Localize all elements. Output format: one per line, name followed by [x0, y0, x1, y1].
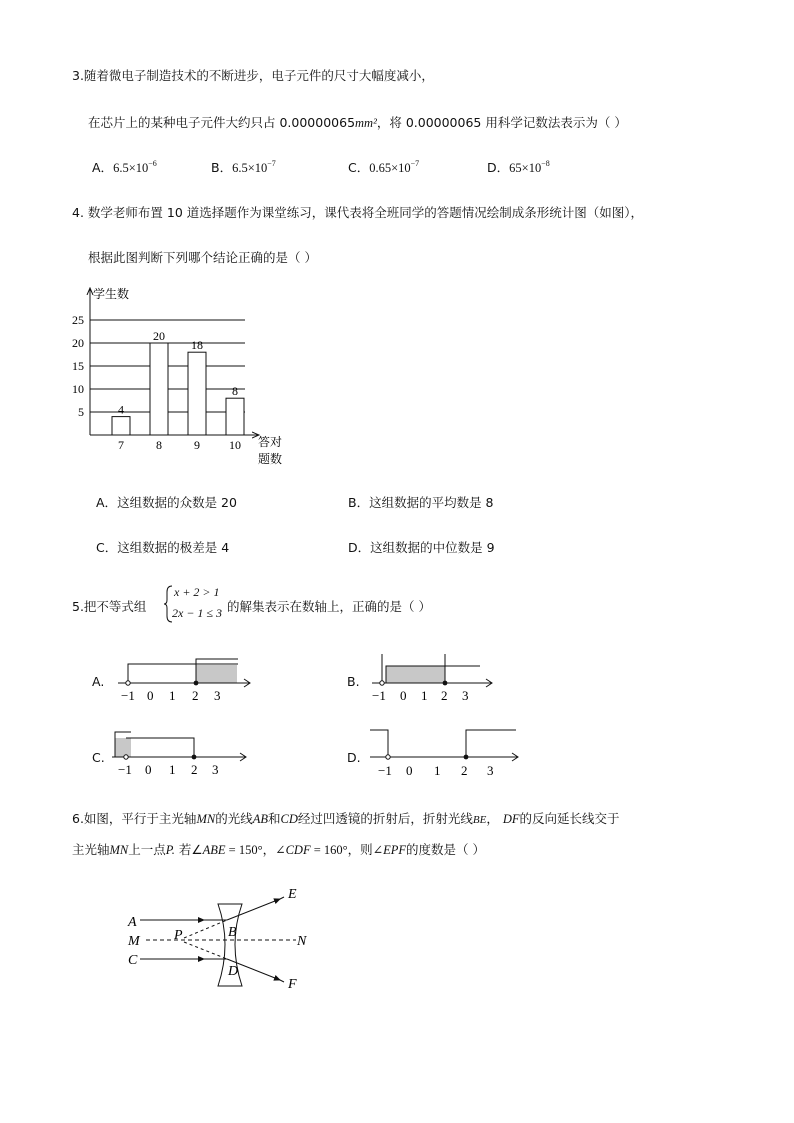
- x-tick-label: 7: [118, 438, 124, 452]
- svg-text:2: 2: [441, 688, 448, 703]
- data-label: 20: [153, 329, 165, 343]
- extension-be: [184, 920, 227, 938]
- q4-option-b[interactable]: B．这组数据的平均数是 8: [348, 495, 494, 510]
- svg-text:1: 1: [421, 688, 428, 703]
- svg-text:−1: −1: [121, 688, 135, 703]
- bracket-right: [466, 730, 516, 757]
- label-a: A: [128, 915, 137, 930]
- svg-text:0: 0: [406, 763, 413, 778]
- svg-text:3: 3: [487, 763, 494, 778]
- label-c: C: [128, 953, 138, 968]
- q4-number: 4.: [72, 205, 84, 220]
- label-f: F: [288, 977, 297, 992]
- svg-text:2: 2: [192, 688, 199, 703]
- open-point: [126, 681, 130, 685]
- svg-text:2: 2: [191, 762, 198, 777]
- q4-line2: 根据此图判断下列哪个结论正确的是（ ）: [88, 250, 317, 265]
- data-label: 8: [232, 384, 238, 399]
- y-tick-label: 20: [72, 336, 84, 350]
- q5-option-d-label[interactable]: D.: [347, 750, 361, 765]
- y-axis-label: 学生数: [93, 287, 130, 301]
- label-n: N: [297, 934, 307, 949]
- svg-text:3: 3: [212, 762, 219, 777]
- x-tick-label: 10: [229, 438, 241, 452]
- q5-option-b-label[interactable]: B.: [347, 674, 360, 689]
- q5-numberline-d[interactable]: [366, 726, 526, 780]
- bar-8: [150, 343, 168, 435]
- svg-text:0: 0: [147, 688, 154, 703]
- bar-10: [226, 398, 244, 435]
- label-m: M: [128, 934, 140, 949]
- q5-line: 5.把不等式组: [72, 599, 147, 614]
- bracket-left: [370, 730, 388, 757]
- svg-text:2: 2: [461, 763, 468, 778]
- shaded-region: [196, 665, 237, 683]
- label-d: D: [228, 964, 239, 979]
- x-axis-label-2: 题数: [258, 452, 283, 466]
- svg-text:3: 3: [214, 688, 221, 703]
- lens-diagram: [124, 882, 324, 1002]
- label-e: E: [288, 887, 297, 902]
- shaded-region: [386, 666, 445, 683]
- q4-option-a[interactable]: A．这组数据的众数是 20: [96, 495, 237, 510]
- svg-text:−1: −1: [378, 763, 392, 778]
- y-tick-label: 25: [72, 313, 84, 327]
- y-tick-label: 5: [78, 405, 84, 419]
- q5-numberline-b[interactable]: [364, 654, 524, 704]
- svg-text:1: 1: [434, 763, 441, 778]
- label-b: B: [228, 925, 237, 940]
- q3-option-a[interactable]: A．$6.5\times 10^{-6}$: [92, 159, 157, 175]
- closed-point: [464, 755, 469, 760]
- q3-option-b[interactable]: B．$6.5\times 10^{-7}$: [211, 159, 276, 175]
- q5-inequality-1: x + 2 > 1: [174, 585, 220, 599]
- svg-text:−1: −1: [118, 762, 132, 777]
- svg-text:0: 0: [400, 688, 407, 703]
- q5-option-a-label[interactable]: A.: [92, 674, 105, 689]
- q3-line1: 3.随着微电子制造技术的不断进步，电子元件的尺寸大幅度减小，: [72, 68, 434, 83]
- q6-line2: 主光轴MN上一点P. 若∠ABE = 150°，∠CDF = 160°，则∠EPF的度数是（ ）: [72, 842, 486, 857]
- bar-7: [112, 417, 130, 435]
- x-tick-label: 9: [194, 438, 200, 452]
- bar-9: [188, 352, 206, 435]
- q5-inequality-2: 2x − 1 ≤ 3: [172, 606, 223, 620]
- q4-option-c[interactable]: C．这组数据的极差是 4: [96, 540, 230, 555]
- q4-line1: 4. 数学老师布置 10 道选择题作为课堂练习，课代表将全班同学的答题情况绘制成条形统计图（如图），: [72, 205, 644, 220]
- y-tick-label: 10: [72, 382, 84, 396]
- svg-text:0: 0: [145, 762, 152, 777]
- svg-text:3: 3: [462, 688, 469, 703]
- extension-df: [184, 942, 227, 959]
- q6-line1: 6.如图，平行于主光轴MN的光线AB和CD经过凹透镜的折射后，折射光线BE， DF的反向延长线交于: [72, 811, 620, 826]
- closed-point: [443, 681, 448, 686]
- q3-option-c[interactable]: C．$0.65\times 10^{-7}$: [348, 159, 420, 175]
- q3-option-d[interactable]: D．$65\times 10^{-8}$: [487, 159, 550, 175]
- q5-numberline-a[interactable]: [110, 656, 270, 706]
- q3-line2: 在芯片上的某种电子元件大约只占 0.00000065mm²，将 0.00000065 用科学记数法表示为（ ）: [88, 115, 627, 130]
- label-p: P: [174, 928, 183, 943]
- q5-numberline-c[interactable]: [106, 728, 266, 782]
- closed-point: [194, 681, 199, 686]
- q6-number: 6: [72, 811, 80, 826]
- data-label: 18: [191, 338, 203, 353]
- closed-point: [192, 755, 197, 760]
- y-tick-label: 15: [72, 359, 84, 373]
- q3-number: 3: [72, 68, 80, 83]
- bracket-right: [126, 738, 194, 757]
- x-tick-label: 8: [156, 438, 162, 452]
- open-point: [124, 755, 128, 759]
- q5-option-c-label[interactable]: C.: [92, 750, 105, 765]
- shaded-region: [115, 738, 131, 757]
- q5-line-tail: 的解集表示在数轴上，正确的是（ ）: [227, 599, 431, 614]
- open-point: [380, 681, 384, 685]
- bar-chart: [64, 283, 304, 473]
- x-axis-label-1: 答对: [258, 435, 283, 449]
- svg-text:1: 1: [169, 762, 176, 777]
- open-point: [386, 755, 390, 759]
- data-label: 4: [118, 402, 124, 417]
- q4-option-d[interactable]: D．这组数据的中位数是 9: [348, 540, 495, 555]
- svg-text:1: 1: [169, 688, 176, 703]
- svg-text:−1: −1: [372, 688, 386, 703]
- q5-number: 5: [72, 599, 80, 614]
